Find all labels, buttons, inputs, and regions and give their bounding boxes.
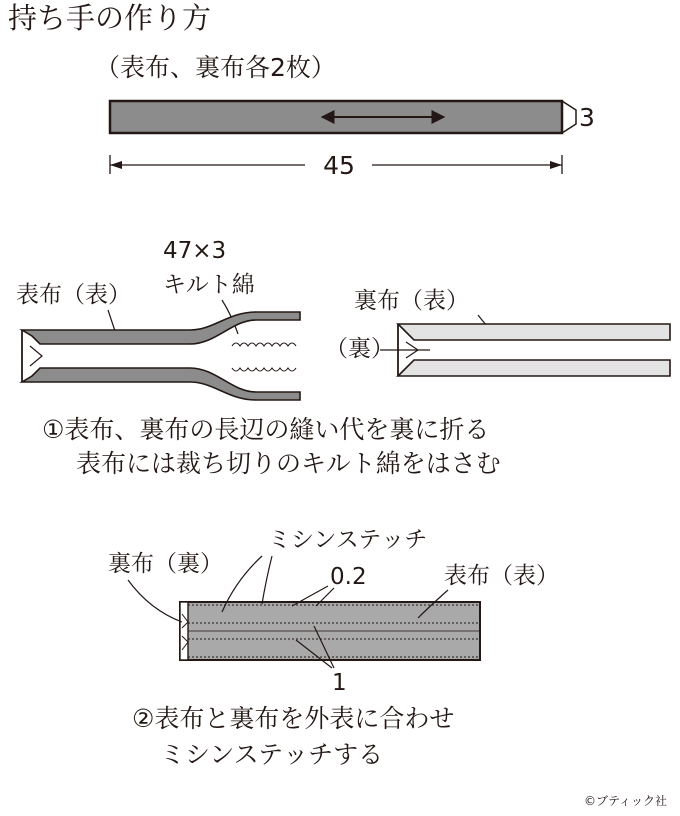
page-title: 持ち手の作り方: [8, 1, 212, 35]
stitch-leader-2: [262, 556, 272, 604]
stitch-label: ミシンステッチ: [268, 527, 428, 553]
lining-top-fold: [398, 324, 670, 340]
handle-folded-end: [180, 602, 188, 660]
batting-scallop-top: [232, 343, 296, 346]
lining-back-label: （裏）: [325, 336, 394, 362]
batting-label: キルト綿: [163, 272, 255, 298]
edge-measure-label: 0.2: [330, 564, 367, 590]
strip-width-label: 3: [579, 103, 595, 132]
step2-caption-line1: ②表布と裏布を外表に合わせ: [132, 704, 455, 733]
lining-back-leader-curve: [128, 580, 182, 622]
step1-caption-line1: ①表布、裏布の長辺の縫い代を裏に折る: [42, 415, 490, 444]
width-bracket: [562, 101, 576, 133]
outer-fabric-top-fold: [22, 312, 300, 344]
outer-fabric-bottom-fold: [22, 368, 300, 400]
cut-strip-figure: [95, 53, 595, 180]
lining-bottom-fold: [398, 360, 670, 376]
outer-face-label: 表布（表）: [444, 563, 559, 589]
step2-caption-line2: ミシンステッチする: [160, 740, 384, 769]
fold-step-figure: [16, 238, 670, 478]
stitch-step-figure: [108, 527, 559, 769]
batting-size-label: 47×3: [163, 238, 227, 264]
fold-inner-arrow: [30, 346, 42, 366]
step1-caption-line2: 表布には裁ち切りのキルト綿をはさむ: [76, 449, 501, 478]
batting-scallop-bottom: [232, 368, 296, 371]
length-arrowhead-left: [110, 161, 122, 169]
inner-measure-label: 1: [332, 670, 347, 696]
outer-fabric-face-label: 表布（表）: [16, 282, 131, 308]
cut-quantity-note: （表布、裏布各2枚）: [95, 53, 336, 82]
copyright-credit: ©ブティック社: [583, 794, 667, 808]
strip-length-label: 45: [323, 151, 355, 180]
length-arrowhead-right: [550, 161, 562, 169]
lining-back-face-label: 裏布（裏）: [108, 551, 223, 577]
lining-face-label: 裏布（表）: [354, 288, 469, 314]
